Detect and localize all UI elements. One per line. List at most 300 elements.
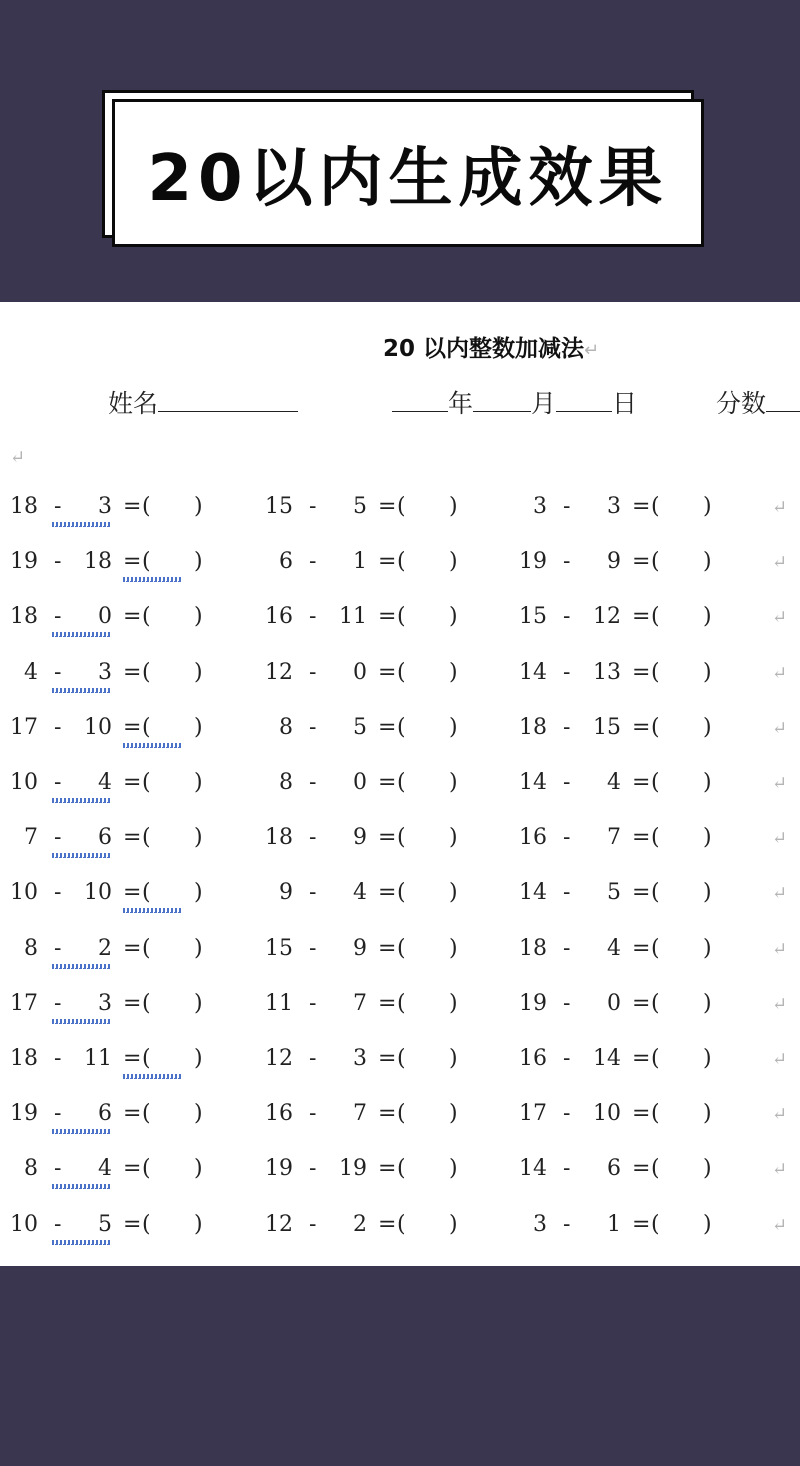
answer-blank[interactable] [156,936,192,966]
answer-open-paren: ( [651,604,660,630]
minuend: 3 [533,494,547,519]
spellcheck-underline [52,522,110,527]
equals-sign: = [378,1211,397,1237]
problem-row [0,604,800,644]
subtrahend: 19 [339,1156,367,1182]
problem-row [0,1212,800,1252]
operator: - [54,880,62,906]
subtrahend: 0 [353,659,367,685]
answer-close-paren: ) [703,494,712,519]
operator: - [563,825,571,851]
answer-blank[interactable] [411,715,447,745]
subtrahend: 10 [593,1101,621,1127]
subtrahend: 4 [607,935,621,961]
answer-open-paren: ( [142,604,151,630]
answer-blank[interactable] [665,770,701,800]
answer-close-paren: ) [449,1046,458,1071]
answer-open-paren: ( [651,494,660,519]
spellcheck-underline [52,1184,110,1189]
bottom-background [0,1266,800,1466]
minuend: 17 [10,990,38,1016]
answer-blank[interactable] [156,770,192,800]
answer-close-paren: ) [703,770,712,795]
answer-close-paren: ) [194,990,203,1016]
answer-blank[interactable] [156,880,192,910]
minuend: 8 [24,1156,38,1182]
subtrahend: 18 [84,549,112,575]
minuend: 19 [519,990,547,1016]
subtrahend: 7 [353,990,367,1016]
minuend: 6 [279,549,293,575]
operator: - [563,880,571,906]
answer-close-paren: ) [194,1156,203,1182]
answer-close-paren: ) [449,1211,458,1237]
answer-blank[interactable] [156,494,192,524]
answer-open-paren: ( [397,825,406,851]
answer-blank[interactable] [411,1101,447,1131]
paragraph-mark-icon: ↵ [584,340,600,361]
minuend: 18 [265,825,293,851]
operator: - [563,990,571,1016]
document-title-text: 20 以内整数加减法 [383,336,585,362]
problem-row [0,825,800,865]
answer-blank[interactable] [411,1046,447,1076]
equals-sign: = [378,604,397,630]
operator: - [309,990,317,1016]
answer-blank[interactable] [665,1101,701,1131]
minuend: 16 [265,604,293,630]
minuend: 9 [279,880,293,906]
operator: - [54,604,62,630]
name-blank [158,385,298,412]
answer-close-paren: ) [703,1156,712,1182]
subtrahend: 0 [607,990,621,1016]
answer-close-paren: ) [194,714,203,740]
subtrahend: 3 [98,494,112,519]
answer-close-paren: ) [703,604,712,630]
paragraph-mark-icon: ↵ [772,1214,788,1236]
paragraph-mark-icon: ↵ [772,828,788,850]
month-label: 月 [531,389,557,418]
banner [112,99,704,247]
subtrahend: 10 [84,880,112,906]
operator: - [563,714,571,740]
paragraph-mark-icon: ↵ [772,938,788,960]
answer-close-paren: ) [194,1211,203,1237]
equals-sign: = [378,1046,397,1071]
subtrahend: 6 [98,1101,112,1127]
answer-blank[interactable] [411,936,447,966]
answer-open-paren: ( [142,659,151,685]
answer-blank[interactable] [156,1212,192,1242]
answer-close-paren: ) [449,880,458,906]
spellcheck-underline [52,1019,110,1024]
equals-sign: = [632,935,651,961]
equals-sign: = [123,825,142,851]
spellcheck-underline [123,577,181,582]
equals-sign: = [632,825,651,851]
operator: - [563,935,571,961]
subtrahend: 6 [607,1156,621,1182]
document-page [0,302,800,1266]
operator: - [309,604,317,630]
answer-open-paren: ( [651,1156,660,1182]
answer-blank[interactable] [411,825,447,855]
operator: - [309,825,317,851]
answer-close-paren: ) [194,494,203,519]
answer-open-paren: ( [142,1101,151,1127]
operator: - [54,1101,62,1127]
operator: - [309,1156,317,1182]
subtrahend: 0 [353,770,367,795]
minuend: 15 [519,604,547,630]
minuend: 16 [265,1101,293,1127]
answer-blank[interactable] [156,1046,192,1076]
subtrahend: 9 [353,825,367,851]
spellcheck-underline [52,853,110,858]
answer-blank[interactable] [665,991,701,1021]
answer-blank[interactable] [156,660,192,690]
subtrahend: 2 [98,935,112,961]
answer-open-paren: ( [142,1046,151,1071]
minuend: 12 [265,659,293,685]
subtrahend: 9 [353,935,367,961]
answer-open-paren: ( [142,935,151,961]
answer-open-paren: ( [142,1211,151,1237]
subtrahend: 0 [98,604,112,630]
name-field [108,384,298,418]
answer-blank[interactable] [411,1156,447,1186]
answer-blank[interactable] [665,825,701,855]
problem-row [0,1101,800,1141]
answer-close-paren: ) [449,494,458,519]
minuend: 15 [265,935,293,961]
minuend: 10 [10,1211,38,1237]
answer-open-paren: ( [651,1211,660,1237]
problem-row [0,880,800,920]
equals-sign: = [378,494,397,519]
day-blank [556,385,612,412]
equals-sign: = [378,935,397,961]
answer-blank[interactable] [665,1156,701,1186]
answer-close-paren: ) [449,714,458,740]
answer-close-paren: ) [703,1046,712,1071]
answer-blank[interactable] [665,1046,701,1076]
answer-blank[interactable] [665,604,701,634]
equals-sign: = [123,1101,142,1127]
answer-close-paren: ) [449,1156,458,1182]
answer-open-paren: ( [142,825,151,851]
answer-open-paren: ( [397,880,406,906]
operator: - [309,494,317,519]
minuend: 16 [519,1046,547,1071]
answer-close-paren: ) [449,990,458,1016]
score-blank [766,385,800,412]
operator: - [54,825,62,851]
equals-sign: = [632,770,651,795]
document-title [383,330,599,363]
answer-close-paren: ) [194,770,203,795]
paragraph-mark-icon: ↵ [772,607,788,629]
answer-open-paren: ( [651,770,660,795]
equals-sign: = [378,659,397,685]
equals-sign: = [123,880,142,906]
answer-blank[interactable] [156,1156,192,1186]
minuend: 12 [265,1211,293,1237]
answer-blank[interactable] [411,770,447,800]
subtrahend: 3 [607,494,621,519]
date-field [392,384,637,418]
operator: - [309,549,317,575]
equals-sign: = [378,549,397,575]
answer-blank[interactable] [665,660,701,690]
answer-open-paren: ( [651,659,660,685]
spellcheck-underline [52,798,110,803]
problem-row [0,715,800,755]
equals-sign: = [123,1046,142,1071]
score-field [716,384,800,418]
subtrahend: 11 [339,604,367,630]
equals-sign: = [378,714,397,740]
minuend: 18 [10,494,38,519]
answer-close-paren: ) [703,659,712,685]
subtrahend: 10 [84,714,112,740]
answer-blank[interactable] [665,549,701,579]
paragraph-mark-icon: ↵ [772,883,788,905]
answer-open-paren: ( [651,714,660,740]
operator: - [54,714,62,740]
minuend: 18 [519,935,547,961]
answer-open-paren: ( [142,880,151,906]
minuend: 14 [519,1156,547,1182]
answer-open-paren: ( [651,549,660,575]
minuend: 10 [10,770,38,795]
answer-close-paren: ) [449,825,458,851]
subtrahend: 2 [353,1211,367,1237]
subtrahend: 5 [353,714,367,740]
equals-sign: = [632,990,651,1016]
subtrahend: 14 [593,1046,621,1071]
answer-blank[interactable] [156,604,192,634]
minuend: 8 [24,935,38,961]
equals-sign: = [123,549,142,575]
subtrahend: 4 [98,770,112,795]
problem-row [0,770,800,810]
answer-blank[interactable] [411,880,447,910]
paragraph-mark-icon: ↵ [772,1049,788,1070]
answer-open-paren: ( [397,1211,406,1237]
answer-close-paren: ) [194,880,203,906]
operator: - [54,935,62,961]
equals-sign: = [123,714,142,740]
equals-sign: = [632,659,651,685]
spellcheck-underline [123,743,181,748]
spellcheck-underline [52,688,110,693]
equals-sign: = [632,880,651,906]
answer-blank[interactable] [156,549,192,579]
paragraph-mark-icon: ↵ [772,497,788,518]
subtrahend: 12 [593,604,621,630]
subtrahend: 5 [98,1211,112,1237]
equals-sign: = [632,494,651,519]
answer-close-paren: ) [703,549,712,575]
equals-sign: = [123,604,142,630]
minuend: 4 [24,659,38,685]
subtrahend: 6 [98,825,112,851]
problem-row [0,660,800,700]
equals-sign: = [632,1211,651,1237]
answer-close-paren: ) [449,549,458,575]
problem-row [0,991,800,1031]
spellcheck-underline [52,1240,110,1245]
equals-sign: = [123,990,142,1016]
answer-close-paren: ) [449,935,458,961]
answer-open-paren: ( [142,714,151,740]
day-label: 日 [612,389,638,418]
answer-close-paren: ) [449,659,458,685]
operator: - [563,494,571,519]
answer-open-paren: ( [651,880,660,906]
subtrahend: 3 [98,659,112,685]
equals-sign: = [632,604,651,630]
equals-sign: = [632,1156,651,1182]
minuend: 17 [519,1101,547,1127]
minuend: 14 [519,659,547,685]
spellcheck-underline [123,1074,181,1079]
equals-sign: = [378,880,397,906]
subtrahend: 5 [353,494,367,519]
spellcheck-underline [123,908,181,913]
operator: - [563,1101,571,1127]
subtrahend: 15 [593,714,621,740]
operator: - [563,604,571,630]
answer-open-paren: ( [397,604,406,630]
equals-sign: = [378,825,397,851]
operator: - [309,880,317,906]
operator: - [563,549,571,575]
answer-open-paren: ( [397,935,406,961]
operator: - [54,1046,62,1071]
operator: - [563,1211,571,1237]
answer-blank[interactable] [156,991,192,1021]
minuend: 14 [519,880,547,906]
answer-close-paren: ) [194,1046,203,1071]
answer-open-paren: ( [651,1101,660,1127]
problem-row [0,549,800,589]
spellcheck-underline [52,964,110,969]
answer-blank[interactable] [665,494,701,524]
paragraph-mark-icon: ↵ [772,662,788,684]
minuend: 11 [265,990,293,1016]
answer-close-paren: ) [703,990,712,1016]
operator: - [54,549,62,575]
minuend: 18 [10,1046,38,1071]
name-label: 姓名 [108,389,159,418]
paragraph-mark-icon: ↵ [772,717,788,739]
answer-open-paren: ( [397,1046,406,1071]
minuend: 10 [10,880,38,906]
operator: - [309,659,317,685]
equals-sign: = [123,494,142,519]
minuend: 7 [24,825,38,851]
answer-blank[interactable] [156,715,192,745]
equals-sign: = [632,714,651,740]
minuend: 14 [519,770,547,795]
answer-blank[interactable] [156,1101,192,1131]
answer-blank[interactable] [411,494,447,524]
equals-sign: = [632,549,651,575]
subtrahend: 4 [353,880,367,906]
minuend: 19 [265,1156,293,1182]
answer-open-paren: ( [397,1101,406,1127]
operator: - [563,1156,571,1182]
answer-open-paren: ( [397,659,406,685]
operator: - [309,770,317,795]
equals-sign: = [378,1101,397,1127]
answer-blank[interactable] [156,825,192,855]
spellcheck-underline [52,1129,110,1134]
answer-close-paren: ) [703,1211,712,1237]
minuend: 8 [279,714,293,740]
answer-blank[interactable] [665,715,701,745]
equals-sign: = [123,1211,142,1237]
answer-open-paren: ( [142,990,151,1016]
operator: - [309,714,317,740]
operator: - [54,494,62,519]
answer-open-paren: ( [397,770,406,795]
answer-blank[interactable] [665,1212,701,1242]
equals-sign: = [123,1156,142,1182]
equals-sign: = [632,1101,651,1127]
answer-open-paren: ( [397,494,406,519]
equals-sign: = [378,1156,397,1182]
minuend: 15 [265,494,293,519]
paragraph-mark-icon: ↵ [772,1159,788,1181]
answer-blank[interactable] [411,549,447,579]
answer-open-paren: ( [397,714,406,740]
answer-close-paren: ) [703,825,712,851]
answer-blank[interactable] [411,991,447,1021]
answer-blank[interactable] [411,604,447,634]
answer-blank[interactable] [665,936,701,966]
minuend: 16 [519,825,547,851]
score-label: 分数 [716,389,767,418]
answer-blank[interactable] [411,660,447,690]
operator: - [54,770,62,795]
subtrahend: 4 [607,770,621,795]
operator: - [309,1211,317,1237]
answer-close-paren: ) [194,659,203,685]
operator: - [54,1211,62,1237]
subtrahend: 1 [607,1211,621,1237]
subtrahend: 11 [84,1046,112,1071]
minuend: 19 [10,549,38,575]
subtrahend: 7 [607,825,621,851]
answer-blank[interactable] [665,880,701,910]
operator: - [309,1046,317,1071]
equals-sign: = [123,770,142,795]
operator: - [563,770,571,795]
operator: - [563,659,571,685]
operator: - [54,1156,62,1182]
subtrahend: 9 [607,549,621,575]
answer-open-paren: ( [142,1156,151,1182]
equals-sign: = [378,990,397,1016]
answer-open-paren: ( [397,990,406,1016]
answer-blank[interactable] [411,1212,447,1242]
equals-sign: = [632,1046,651,1071]
answer-open-paren: ( [651,1046,660,1071]
